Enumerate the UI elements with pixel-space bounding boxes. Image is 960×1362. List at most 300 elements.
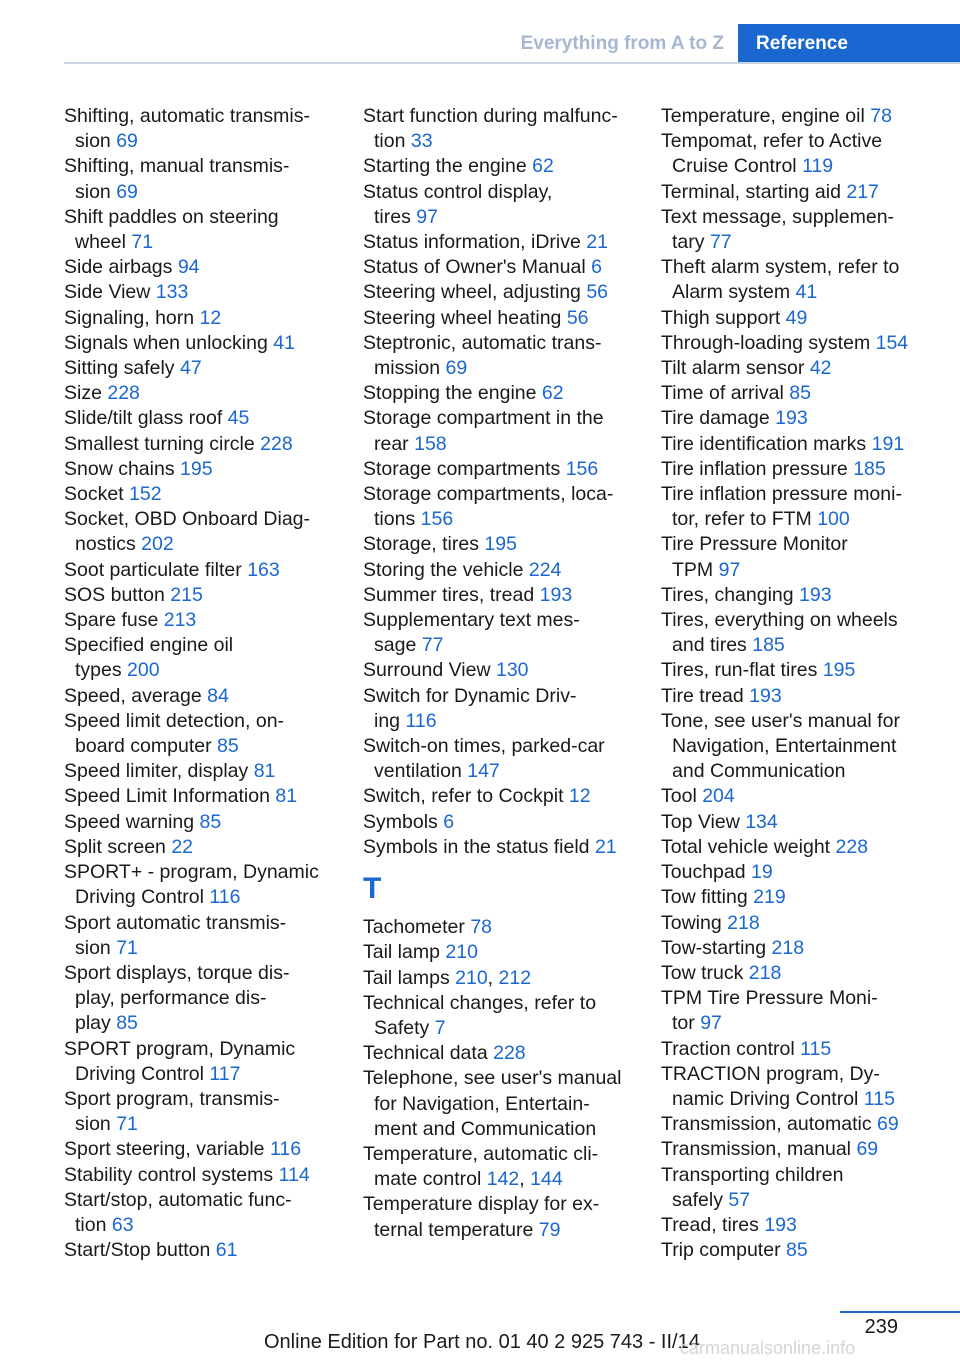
index-entry-term: Spare fuse xyxy=(64,609,159,632)
index-entry-term: Switch, refer to Cockpit xyxy=(363,785,564,808)
index-entry xyxy=(661,961,941,986)
index-entry-term: Temperature display for ex- xyxy=(363,1193,600,1216)
page-ref-link[interactable]: 195 xyxy=(822,659,856,682)
page-ref-link[interactable]: 142 xyxy=(486,1168,520,1191)
index-entry-term: Alarm system xyxy=(672,281,791,304)
page-ref-link[interactable]: 85 xyxy=(217,735,239,758)
index-entry xyxy=(64,205,336,255)
page-ref-link[interactable]: 158 xyxy=(414,432,447,455)
page-ref-link[interactable]: 12 xyxy=(199,306,222,329)
index-entry-term: Tow fitting xyxy=(661,886,748,909)
page-ref-link[interactable]: 85 xyxy=(199,810,222,833)
page-ref-link[interactable]: 94 xyxy=(177,256,200,279)
page-ref-link[interactable]: 115 xyxy=(863,1087,895,1110)
index-entry-term: tor xyxy=(672,1012,695,1035)
index-entry xyxy=(64,633,336,683)
index-entry-term: Tool xyxy=(661,785,697,808)
index-entry-term: Tire inflation pressure xyxy=(661,457,848,480)
index-entry xyxy=(661,684,941,709)
index-entry-term: Tire Pressure Monitor xyxy=(661,533,848,556)
page-ref-link[interactable]: 69 xyxy=(445,357,468,380)
page-ref-link[interactable]: 47 xyxy=(179,357,202,380)
index-entry-term: safely xyxy=(672,1188,723,1211)
index-entry-term: Specified engine oil xyxy=(64,634,234,657)
index-entry-term: tor, refer to FTM xyxy=(672,508,812,531)
index-entry-term: Split screen xyxy=(64,835,166,858)
footer-divider xyxy=(840,1311,960,1313)
index-entry-term: TPM Tire Pressure Moni- xyxy=(661,987,878,1010)
page-ref-link[interactable]: 97 xyxy=(718,558,741,581)
index-entry xyxy=(661,406,941,431)
index-entry-term: Temperature, engine oil xyxy=(661,105,865,127)
index-entry xyxy=(661,986,941,1036)
index-entry xyxy=(661,180,941,205)
index-entry-term: Tail lamp xyxy=(363,941,440,964)
page-ref-link[interactable]: 217 xyxy=(846,180,879,203)
index-entry-term: Storage, tires xyxy=(363,533,479,556)
index-entry-term: types xyxy=(75,659,122,682)
index-entry xyxy=(64,759,336,784)
page-ref-link[interactable]: 228 xyxy=(107,382,140,405)
page-ref-link[interactable]: 193 xyxy=(749,684,782,707)
index-entry-term: mission xyxy=(374,357,441,380)
index-entry xyxy=(661,1238,941,1263)
page-number: 239 xyxy=(864,1316,898,1338)
index-entry xyxy=(661,784,941,809)
page-ref-link[interactable]: 45 xyxy=(227,407,250,430)
index-entry xyxy=(64,608,336,633)
index-entry-term: Slide/tilt glass roof xyxy=(64,407,223,430)
index-entry-term: SPORT+ - program, Dynamic xyxy=(64,861,319,884)
page-ref-link[interactable]: 193 xyxy=(775,407,808,430)
page-ref-link[interactable]: 147 xyxy=(467,760,500,783)
index-entry xyxy=(363,684,635,734)
page-ref-link[interactable]: 191 xyxy=(871,432,905,455)
index-entry-term: Shift paddles on steering xyxy=(64,205,279,228)
page-ref-link[interactable]: 71 xyxy=(116,936,138,959)
page-ref-link[interactable]: 204 xyxy=(702,785,735,808)
page-ref-link[interactable]: 97 xyxy=(416,205,438,228)
index-entry-term: Soot particulate filter xyxy=(64,558,242,581)
page-ref-link[interactable]: 134 xyxy=(745,810,778,833)
index-entry-term: Tail lamps xyxy=(363,966,450,989)
page-ref-link[interactable]: 78 xyxy=(870,105,892,127)
index-entry-term: SOS button xyxy=(64,583,165,606)
index-entry-term: Through-loading system xyxy=(661,331,871,354)
index-entry xyxy=(64,331,336,356)
page-ref-link[interactable]: 144 xyxy=(530,1168,563,1191)
footer-edition: Online Edition for Part no. 01 40 2 925 743 - II/14 xyxy=(264,1331,700,1353)
index-entry xyxy=(64,1137,336,1162)
page-ref-link[interactable]: 56 xyxy=(586,281,609,304)
index-entry xyxy=(661,457,941,482)
index-entry xyxy=(64,280,336,305)
index-entry xyxy=(64,1087,336,1137)
index-entry-term: tions xyxy=(374,508,416,531)
index-entry xyxy=(363,810,635,835)
index-entry-term: Tone, see user's manual for xyxy=(661,709,900,732)
index-entry xyxy=(64,381,336,406)
page-ref-link[interactable]: 63 xyxy=(111,1213,134,1236)
index-entry-term: Socket xyxy=(64,483,124,506)
page-ref-link[interactable]: 22 xyxy=(171,835,194,858)
page-ref-link[interactable]: 97 xyxy=(700,1012,722,1035)
page-ref-link[interactable]: 193 xyxy=(764,1213,797,1236)
index-entry xyxy=(363,608,635,658)
index-entry-term: Touchpad xyxy=(661,861,746,884)
index-entry-term: Speed Limit Information xyxy=(64,785,270,808)
index-entry: Temperature, automatic cli- mate control 142, 144 xyxy=(363,1142,599,1191)
page-ref-link[interactable]: 200 xyxy=(127,659,160,682)
index-entry-term: Sport program, transmis- xyxy=(64,1087,280,1110)
index-entry xyxy=(661,1112,941,1137)
index-entry-term: Navigation, Entertainment xyxy=(672,735,897,758)
page-ref-link[interactable]: 210 xyxy=(455,966,488,989)
index-entry xyxy=(363,784,635,809)
index-entry-term: Signals when unlocking xyxy=(64,331,268,354)
index-entry xyxy=(363,532,635,557)
page-ref-link[interactable]: 42 xyxy=(809,357,832,380)
watermark: carmanualsonline.info xyxy=(680,1338,856,1358)
page-ref-link[interactable]: 61 xyxy=(215,1239,238,1262)
index-entry-term: Telephone, see user's manual xyxy=(363,1067,622,1090)
index-entry xyxy=(661,306,941,331)
page-ref-link[interactable]: 21 xyxy=(586,231,608,254)
index-entry-term: Symbols xyxy=(363,810,438,833)
page-ref-link[interactable]: 163 xyxy=(247,558,280,581)
index-entry xyxy=(661,331,941,356)
index-entry-term: sion xyxy=(75,180,111,203)
index-entry-term: ternal temperature xyxy=(374,1218,534,1241)
index-column-1 xyxy=(64,104,336,1263)
page-ref-link[interactable]: 33 xyxy=(410,130,433,153)
page-ref-link[interactable]: 69 xyxy=(877,1113,899,1136)
index-entry-term: Switch-on times, parked-car xyxy=(363,735,605,758)
page-ref-link[interactable]: 195 xyxy=(484,533,517,556)
index-entry-term: tion xyxy=(374,130,406,153)
index-entry-term: TRACTION program, Dy- xyxy=(661,1062,880,1085)
index-entry-term: Tires, changing xyxy=(661,583,794,606)
index-entry xyxy=(661,129,941,179)
page-ref-link[interactable]: 81 xyxy=(253,760,276,783)
page-ref-link[interactable]: 185 xyxy=(853,457,886,480)
index-entry-term: rear xyxy=(374,432,409,455)
page-ref-link[interactable]: 79 xyxy=(538,1218,561,1241)
index-entry-term: Tilt alarm sensor xyxy=(661,357,805,380)
page-ref-link[interactable]: 6 xyxy=(591,256,602,279)
index-entry-term: Transmission, automatic xyxy=(661,1113,872,1136)
index-entry-term: Switch for Dynamic Driv- xyxy=(363,684,577,707)
index-entry-term: SPORT program, Dynamic xyxy=(64,1037,296,1060)
index-entry-term: Speed limiter, display xyxy=(64,760,249,783)
page-ref-link[interactable]: 228 xyxy=(835,835,869,858)
page-ref-link[interactable]: 84 xyxy=(207,684,229,707)
page-ref-link[interactable]: 119 xyxy=(802,155,834,178)
index-entry-term: Tow-starting xyxy=(661,936,767,959)
index-entry-term: Status information, iDrive xyxy=(363,231,581,254)
index-entry xyxy=(363,1041,635,1066)
page-ref-link[interactable]: 100 xyxy=(817,508,850,531)
index-entry xyxy=(661,658,941,683)
index-entry xyxy=(64,104,336,154)
index-entry-term: sage xyxy=(374,634,417,657)
index-entry xyxy=(661,885,941,910)
index-entry-term: sion xyxy=(75,936,111,959)
index-entry xyxy=(661,1213,941,1238)
index-entry-term: Size xyxy=(64,382,102,405)
index-entry xyxy=(64,1238,336,1263)
index-letter-heading: T xyxy=(363,872,382,906)
index-entry-term: and tires xyxy=(672,634,747,657)
page-ref-link[interactable]: 62 xyxy=(532,155,554,178)
index-entry xyxy=(64,835,336,860)
index-entry xyxy=(661,482,941,532)
index-entry xyxy=(363,658,635,683)
index-entry xyxy=(64,684,336,709)
index-entry xyxy=(363,482,635,532)
index-entry-term: Summer tires, tread xyxy=(363,583,535,606)
index-entry xyxy=(64,911,336,961)
index-entry xyxy=(661,532,941,582)
index-entry-term: Towing xyxy=(661,911,722,934)
page-ref-link[interactable]: 228 xyxy=(260,432,293,455)
index-entry-term: Safety xyxy=(374,1016,430,1039)
page-ref-link[interactable]: 156 xyxy=(565,457,599,480)
page-ref-link[interactable]: 6 xyxy=(443,810,455,833)
index-entry-term: Speed limit detection, on- xyxy=(64,709,285,732)
index-entry-term: Driving Control xyxy=(75,886,204,909)
index-entry xyxy=(363,940,635,965)
page-ref-link[interactable]: 133 xyxy=(155,281,189,304)
index-entry-term: Tire identification marks xyxy=(661,432,867,455)
page-ref-link[interactable]: 85 xyxy=(785,1239,808,1262)
page-ref-link[interactable]: 152 xyxy=(129,483,162,506)
page-ref-link[interactable]: 210 xyxy=(445,941,478,964)
header-section-title: Everything from A to Z xyxy=(520,33,724,54)
index-entry-term: Trip computer xyxy=(661,1239,781,1262)
page-ref-link[interactable]: 85 xyxy=(789,382,811,405)
index-entry xyxy=(64,356,336,381)
page-ref-link[interactable]: 212 xyxy=(498,966,532,989)
index-entry xyxy=(64,784,336,809)
page-ref-link[interactable]: 77 xyxy=(421,634,444,657)
index-entry xyxy=(661,1037,941,1062)
index-entry-term: Status of Owner's Manual xyxy=(363,256,586,279)
index-entry xyxy=(363,154,635,179)
page-ref-link[interactable]: 130 xyxy=(495,659,529,682)
header-divider xyxy=(64,62,960,64)
page-ref-link[interactable]: 12 xyxy=(568,785,591,808)
index-entry-term: Steering wheel heating xyxy=(363,306,562,329)
page-ref-link[interactable]: 228 xyxy=(493,1042,526,1065)
index-entry xyxy=(363,280,635,305)
index-entry-term: nostics xyxy=(75,533,136,556)
index-entry-term: Text message, supplemen- xyxy=(661,205,895,228)
page-ref-link[interactable]: 116 xyxy=(269,1138,302,1161)
index-entry xyxy=(363,835,635,860)
index-entry xyxy=(64,255,336,280)
index-entry xyxy=(661,835,941,860)
page-ref-link[interactable]: 19 xyxy=(751,861,773,884)
index-entry xyxy=(661,709,941,785)
page-ref-link[interactable]: 21 xyxy=(594,835,617,858)
index-entry-term: Storing the vehicle xyxy=(363,558,524,581)
page-ref-link[interactable]: 215 xyxy=(170,583,203,606)
index-entry-term: Start/Stop button xyxy=(64,1239,211,1262)
page-ref-link[interactable]: 156 xyxy=(420,508,454,531)
index-entry-term: Tire tread xyxy=(661,684,744,707)
index-entry-term: Storage compartments xyxy=(363,457,561,480)
index-entry-term: tary xyxy=(672,231,705,254)
page-ref-link[interactable]: 195 xyxy=(180,457,213,480)
index-entry-term: Tachometer xyxy=(363,916,465,939)
index-entry-term: Storage compartments, loca- xyxy=(363,483,614,506)
index-entry xyxy=(363,1192,635,1242)
index-entry-term: Side airbags xyxy=(64,256,173,279)
index-entry-term: ventilation xyxy=(374,760,462,783)
page-ref-link[interactable]: 116 xyxy=(405,709,437,732)
page-ref-link[interactable]: 185 xyxy=(752,634,785,657)
page-ref-link[interactable]: 7 xyxy=(434,1016,446,1039)
index-entry xyxy=(661,1163,941,1213)
index-entry-term: Tire inflation pressure moni- xyxy=(661,483,902,506)
index-entry-term: Status control display, xyxy=(363,180,553,203)
page-ref-link[interactable]: 114 xyxy=(278,1163,310,1186)
index-entry-term: Technical data xyxy=(363,1042,488,1065)
index-entry-term: Smallest turning circle xyxy=(64,432,255,455)
page-ref-link[interactable]: 218 xyxy=(727,911,760,934)
page-ref-link[interactable]: 77 xyxy=(709,231,732,254)
page-ref-link[interactable]: 193 xyxy=(799,583,832,606)
index-entry xyxy=(64,406,336,431)
index-entry xyxy=(363,1066,635,1142)
index-entry xyxy=(64,457,336,482)
page-ref-link[interactable]: 41 xyxy=(273,331,295,354)
index-entry xyxy=(363,180,635,230)
index-entry-term: Start/stop, automatic func- xyxy=(64,1188,292,1211)
page-ref-link[interactable]: 154 xyxy=(875,331,909,354)
index-entry xyxy=(363,306,635,331)
page-ref-link[interactable]: 218 xyxy=(748,961,782,984)
index-entry xyxy=(64,961,336,1037)
page-ref-link[interactable]: 57 xyxy=(728,1188,751,1211)
index-entry-term: Tires, run-flat tires xyxy=(661,659,818,682)
page-ref-link[interactable]: 193 xyxy=(539,583,573,606)
index-entry-term: Socket, OBD Onboard Diag- xyxy=(64,508,311,531)
index-entry-term: Side View xyxy=(64,281,151,304)
index-entry-term: Transporting children xyxy=(661,1163,844,1186)
index-entry xyxy=(661,381,941,406)
index-entry xyxy=(363,104,635,154)
index-entry-term: Speed, average xyxy=(64,684,202,707)
index-entry xyxy=(64,432,336,457)
index-entry-term: tires xyxy=(374,205,411,228)
index-entry xyxy=(363,991,635,1041)
index-entry xyxy=(64,154,336,204)
index-entry-term: Cruise Control xyxy=(672,155,797,178)
index-entry-term: Symbols in the status field xyxy=(363,835,590,858)
page-ref-link[interactable]: 71 xyxy=(131,231,154,254)
index-entry xyxy=(363,915,635,940)
index-entry xyxy=(64,1188,336,1238)
index-entry-term: play, performance dis- xyxy=(75,987,267,1010)
index-entry-term: Tow truck xyxy=(661,961,744,984)
page-ref-link[interactable]: 41 xyxy=(795,281,818,304)
index-entry xyxy=(64,810,336,835)
page-ref-link[interactable]: 85 xyxy=(116,1012,138,1035)
page-ref-link[interactable]: 202 xyxy=(141,533,174,556)
index-entry xyxy=(661,356,941,381)
index-entry-term: Tempomat, refer to Active xyxy=(661,130,883,153)
page-ref-link[interactable]: 69 xyxy=(856,1138,879,1161)
index-entry-term: Stability control systems xyxy=(64,1163,274,1186)
index-entry xyxy=(661,104,941,129)
page-ref-link[interactable]: 81 xyxy=(275,785,298,808)
page-ref-link[interactable]: 56 xyxy=(566,306,589,329)
index-entry xyxy=(661,255,941,305)
page-ref-link[interactable]: 218 xyxy=(771,936,805,959)
index-entry-term: Theft alarm system, refer to xyxy=(661,256,900,279)
index-entry xyxy=(661,583,941,608)
page-ref-link[interactable]: 71 xyxy=(116,1113,138,1136)
index-entry xyxy=(661,432,941,457)
index-entry xyxy=(661,911,941,936)
index-entry: Tail lamps 210, 212 xyxy=(363,966,532,989)
index-entry xyxy=(363,381,635,406)
page-ref-link[interactable]: 213 xyxy=(163,609,197,632)
page-ref-link[interactable]: 49 xyxy=(785,306,808,329)
index-entry-term: Steering wheel, adjusting xyxy=(363,281,581,304)
index-entry xyxy=(64,583,336,608)
index-entry xyxy=(363,558,635,583)
index-entry xyxy=(661,860,941,885)
index-entry-term: wheel xyxy=(75,231,126,254)
page-ref-link[interactable]: 69 xyxy=(116,180,138,203)
page-ref-link[interactable]: 62 xyxy=(541,382,564,405)
index-column-2 xyxy=(363,104,635,1243)
index-column-3 xyxy=(661,104,941,1263)
index-entry-term: and Communication xyxy=(672,760,846,783)
index-entry xyxy=(64,1163,336,1188)
index-entry-term: Sitting safely xyxy=(64,357,175,380)
page-ref-link[interactable]: 224 xyxy=(528,558,562,581)
index-entry-term: board computer xyxy=(75,735,212,758)
index-entry-term: sion xyxy=(75,1113,111,1136)
index-entry-term: Starting the engine xyxy=(363,155,527,178)
index-entry xyxy=(64,306,336,331)
index-entry xyxy=(661,205,941,255)
index-entry xyxy=(661,1137,941,1162)
page-ref-link[interactable]: 115 xyxy=(800,1037,832,1060)
page-ref-link[interactable]: 219 xyxy=(753,886,786,909)
page-ref-link[interactable]: 116 xyxy=(209,886,241,909)
index-entry-term: Technical changes, refer to xyxy=(363,991,597,1014)
page-ref-link[interactable]: 69 xyxy=(116,130,138,153)
page-ref-link[interactable]: 117 xyxy=(209,1062,241,1085)
index-entry-term: Thigh support xyxy=(661,306,781,329)
index-entry-term: Stopping the engine xyxy=(363,382,537,405)
index-entry-term: sion xyxy=(75,130,111,153)
page-ref-link[interactable]: 78 xyxy=(470,916,493,939)
index-entry-term: Top View xyxy=(661,810,740,833)
index-entry-term: Transmission, manual xyxy=(661,1138,852,1161)
index-entry xyxy=(363,255,635,280)
index-entry-term: tion xyxy=(75,1213,107,1236)
index-entry-term: Time of arrival xyxy=(661,382,784,405)
index-entry xyxy=(64,482,336,507)
header-tab-reference[interactable]: Reference xyxy=(738,24,960,63)
index-entry-term: Surround View xyxy=(363,659,491,682)
